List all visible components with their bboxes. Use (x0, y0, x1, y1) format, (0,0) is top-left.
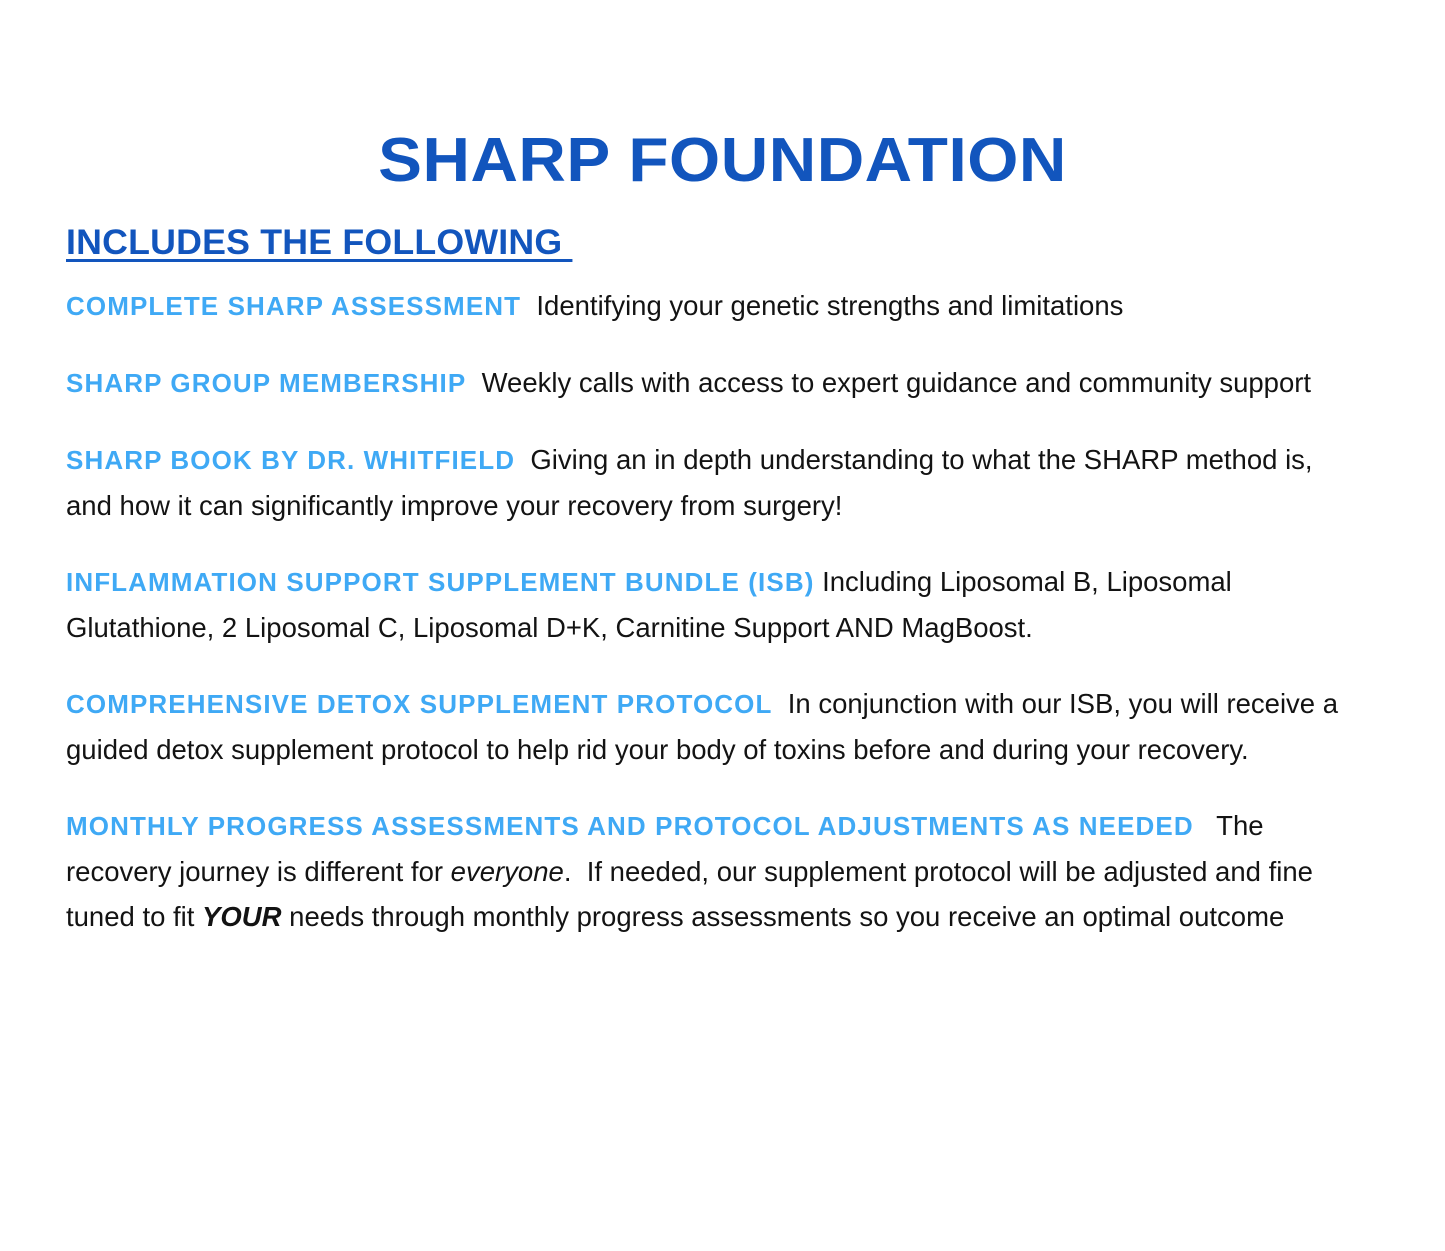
item-body-text: Giving an in depth understanding to what the SHARP method is, and how it can significantly improve your recovery from surgery! (66, 444, 1321, 521)
item-body-text: Weekly calls with access to expert guidance and community support (466, 367, 1312, 398)
item-lead-label: SHARP GROUP MEMBERSHIP (66, 368, 467, 398)
item-body-text: Including Liposomal B, Liposomal Glutathione, 2 Liposomal C, Liposomal D+K, Carnitine Support AND MagBoost. (66, 566, 1240, 643)
list-item (66, 437, 1366, 528)
section-subheading: INCLUDES THE FOLLOWING (66, 223, 573, 263)
list-item (66, 681, 1366, 772)
item-lead-label: SHARP BOOK BY DR. WHITFIELD (66, 445, 516, 475)
item-lead-label: INFLAMMATION SUPPORT SUPPLEMENT BUNDLE (ISB) (66, 567, 815, 597)
item-body-text: needs through monthly progress assessments so you receive an optimal outcome (281, 901, 1285, 932)
list-item (66, 360, 1366, 406)
item-body-emphasis: YOUR (202, 901, 282, 932)
benefits-list (66, 283, 1366, 939)
item-body-text: In conjunction with our ISB, you will receive a guided detox supplement protocol to help rid your body of toxins before and during your recovery. (66, 688, 1346, 765)
item-lead-label: MONTHLY PROGRESS ASSESSMENTS AND PROTOCOL ADJUSTMENTS AS NEEDED (66, 811, 1194, 841)
item-body-text: . If needed, our supplement protocol will be adjusted and fine tuned to fit (66, 856, 1321, 932)
item-lead-label: COMPLETE SHARP ASSESSMENT (66, 291, 522, 321)
list-item (66, 283, 1366, 329)
item-lead-label: COMPREHENSIVE DETOX SUPPLEMENT PROTOCOL (66, 689, 773, 719)
page-title: SHARP FOUNDATION (378, 125, 1067, 195)
list-item (66, 559, 1366, 650)
list-item (66, 803, 1366, 939)
item-body-text: Identifying your genetic strengths and limitations (521, 290, 1124, 321)
item-body-emphasis: everyone (450, 856, 564, 887)
item-body-text: The recovery journey is different for (66, 810, 1272, 887)
